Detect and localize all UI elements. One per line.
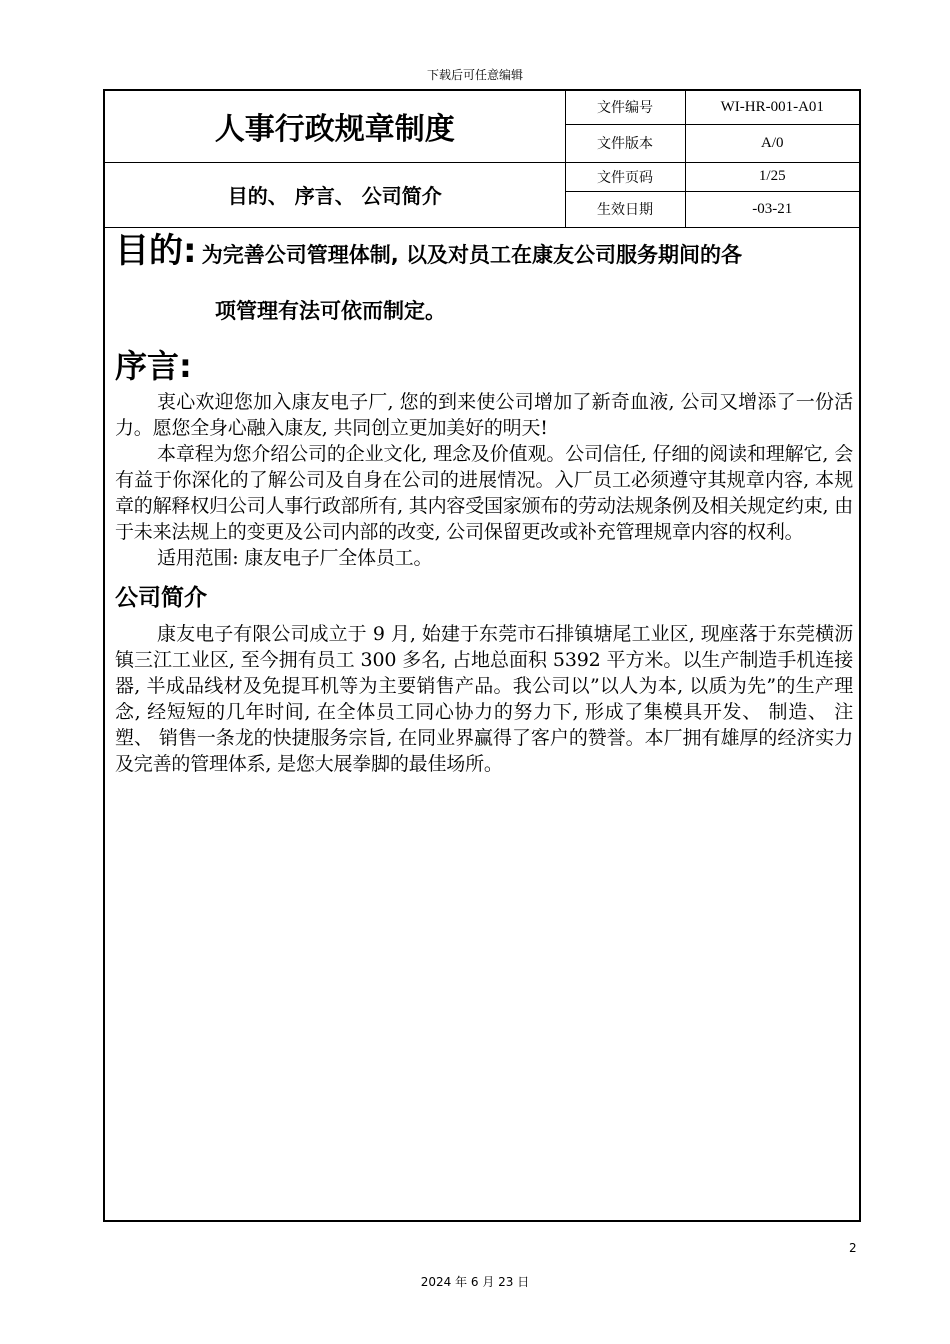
document-title: 人事行政规章制度 <box>105 91 565 162</box>
purpose-text-line2: 项管理有法可依而制定。 <box>215 299 446 323</box>
meta-value-doc-number: WI-HR-001-A01 <box>685 91 859 124</box>
company-intro-heading: 公司简介 <box>115 585 207 611</box>
preface-paragraph: 衷心欢迎您加入康友电子厂, 您的到来使公司增加了新奇血液, 公司又增添了一份活力。愿您全身心融入康友, 共同创立更加美好的明天! <box>115 391 853 439</box>
download-note: 下载后可任意编辑 <box>426 68 523 82</box>
purpose-section <box>115 233 853 329</box>
preface-paragraph: 本章程为您介绍公司的企业文化, 理念及价值观。公司信任, 仔细的阅读和理解它, 会有益于你深化的了解公司及自身在公司的进展情况。入厂员工必须遵守其规章内容, 本规章的解释权归公司人事行政部所有, 其内容受国家颁布的劳动法规条例及相关规定约束, 由于未来法规上的变更及公司内部的改变, 公司保留更改或补充管理规章内容的权利。 <box>115 443 853 543</box>
page-number: 2 <box>849 1241 857 1255</box>
purpose-heading: 目的: <box>115 231 197 271</box>
document-header-table <box>105 91 859 228</box>
preface-heading: 序言: <box>115 347 192 385</box>
meta-value-doc-version: A/0 <box>685 124 859 162</box>
company-intro-paragraph: 康友电子有限公司成立于 9 月, 始建于东莞市石排镇塘尾工业区, 现座落于东莞横沥镇三江工业区, 至今拥有员工 300 多名, 占地总面积 5392 平方米。以生产制造手机连接器, 半成品线材及免提耳机等为主要销售产品。我公司以”以人为本, 以质为先”的生产理念, 经短短的几年时间, 在全体员工同心协力的努力下, 形成了集模具开发、 制造、 注塑、 销售一条龙的快捷服务宗旨, 在同业界赢得了客户的赞誉。本厂拥有雄厚的经济实力及完善的管理体系, 是您大展拳脚的最佳场所。 <box>115 623 853 775</box>
document-frame <box>103 89 861 1222</box>
meta-label-doc-version: 文件版本 <box>565 124 685 162</box>
meta-value-page: 1/25 <box>685 162 859 191</box>
footer-date: 2024 年 6 月 23 日 <box>420 1275 530 1289</box>
meta-label-doc-number: 文件编号 <box>565 91 685 124</box>
meta-value-effective-date: -03-21 <box>685 191 859 227</box>
meta-label-effective-date: 生效日期 <box>565 191 685 227</box>
preface-paragraph: 适用范围: 康友电子厂全体员工。 <box>157 547 433 569</box>
meta-label-page: 文件页码 <box>565 162 685 191</box>
document-body <box>115 233 853 777</box>
document-subtitle: 目的、 序言、 公司简介 <box>105 162 565 227</box>
purpose-text-line1: 为完善公司管理体制, 以及对员工在康友公司服务期间的各 <box>201 243 742 267</box>
